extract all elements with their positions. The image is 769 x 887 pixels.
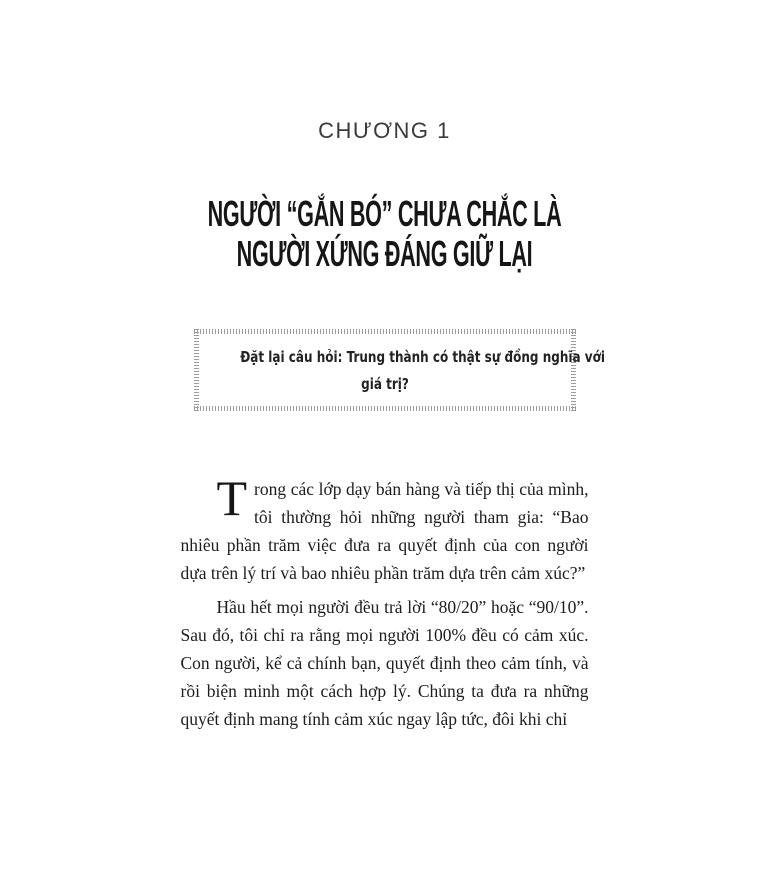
drop-cap: T — [216, 470, 248, 526]
paragraph-1 — [180, 470, 589, 587]
chapter-title-line-2: NGƯỜI XỨNG ĐÁNG GIỮ LẠI — [236, 233, 533, 274]
paragraph-2: Hầu hết mọi người đều trả lời “80/20” hoặc “90/10”. Sau đó, tôi chỉ ra rằng mọi người 100% đều có cảm xúc. Con người, kể cả chính bạn, quyết định theo cảm tính, và rồi biện minh một cách hợp lý. Chúng ta đưa ra những quyết định mang tính cảm xúc ngay lập tức, đôi khi chỉ — [180, 597, 589, 729]
chapter-label: CHƯƠNG 1 — [318, 118, 451, 143]
book-page — [0, 118, 769, 887]
callout-text-line-1: Đặt lại câu hỏi: Trung thành có thật sự đồng nghĩa với — [239, 348, 605, 366]
chapter-title — [154, 194, 615, 274]
paragraph-1-text: rong các lớp dạy bán hàng và tiếp thị của mình, tôi thường hỏi những người tham gia: “Bao nhiêu phần trăm việc đưa ra quyết định của con người dựa trên lý trí và bao nhiêu phần trăm dựa trên cảm xúc?” — [180, 479, 589, 583]
chapter-title-line-1: NGƯỜI “GẮN BÓ” CHƯA CHẮC LÀ — [207, 193, 562, 234]
body-text — [180, 470, 589, 733]
callout-box — [194, 329, 605, 411]
callout-text — [239, 344, 605, 398]
callout-text-line-2: giá trị? — [360, 375, 409, 393]
